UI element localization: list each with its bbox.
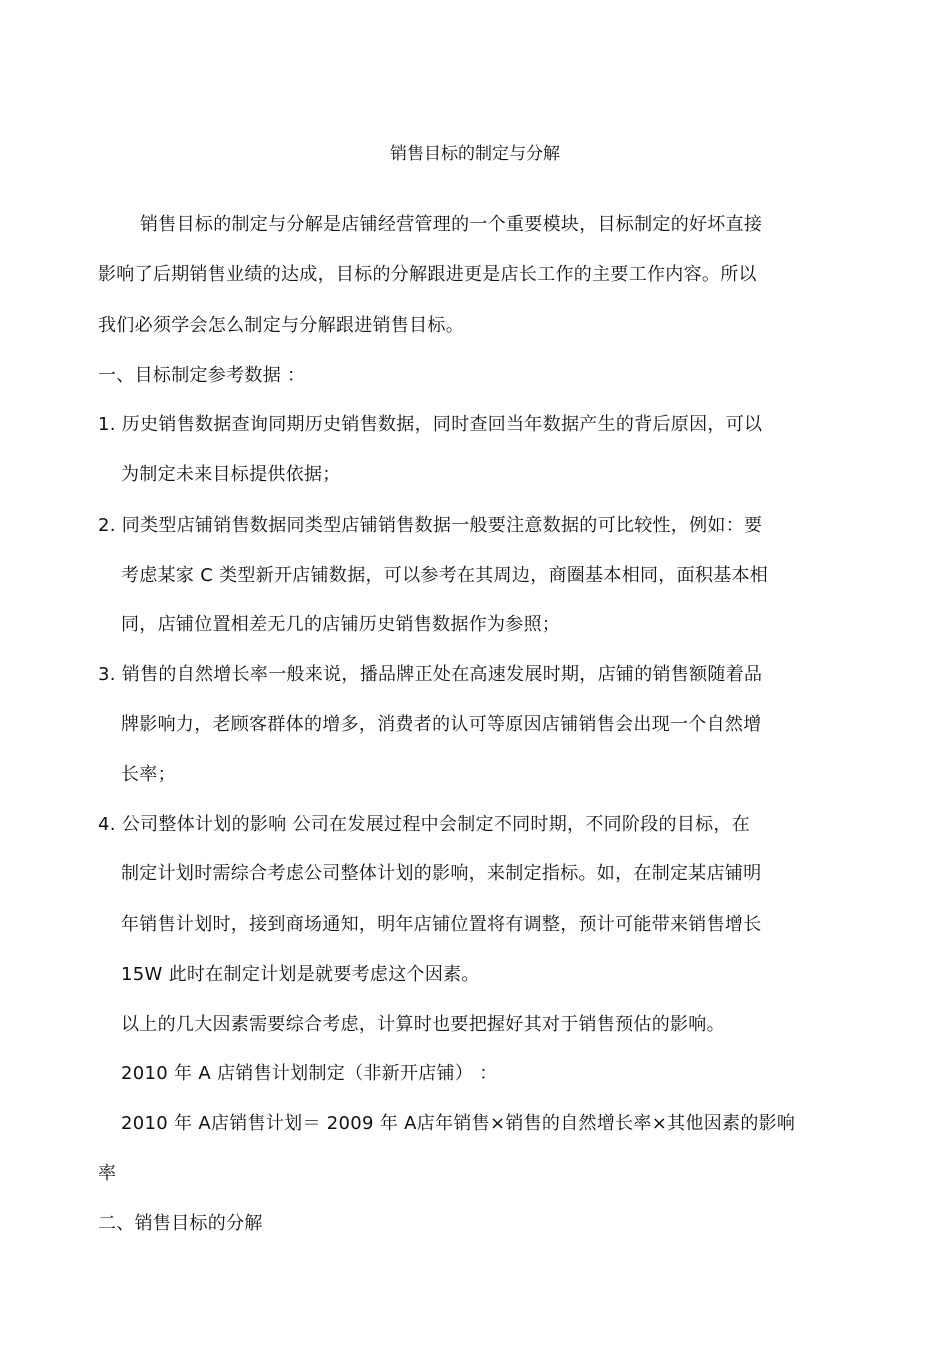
section1-heading: 一、目标制定参考数据 ： [98, 365, 306, 386]
item3-line-1: 3. 销售的自然增长率一般来说，播品牌正处在高速发展时期，店铺的销售额随着品 [98, 664, 763, 685]
item2-line-1: 2. 同类型店铺销售数据同类型店铺销售数据一般要注意数据的可比较性，例如：要 [98, 515, 763, 536]
formula-line-2: 率 [98, 1163, 117, 1184]
item4-line-4: 15W 此时在制定计划是就要考虑这个因素。 [121, 964, 480, 985]
item4-line-2: 制定计划时需综合考虑公司整体计划的影响，来制定指标。如，在制定某店铺明 [121, 863, 762, 884]
formula-line-1: 2010 年 A店销售计划＝ 2009 年 A店年销售×销售的自然增长率×其他因素的影响 [121, 1113, 796, 1134]
item1-line-1: 1. 历史销售数据查询同期历史销售数据，同时查回当年数据产生的背后原因，可以 [98, 414, 763, 435]
item3-line-3: 长率； [121, 764, 176, 785]
intro-line-2: 影响了后期销售业绩的达成，目标的分解跟进更是店长工作的主要工作内容。所以 [98, 264, 757, 285]
item2-line-3: 同，店铺位置相差无几的店铺历史销售数据作为参照； [121, 614, 561, 635]
intro-line-1: 销售目标的制定与分解是店铺经营管理的一个重要模块，目标制定的好坏直接 [140, 214, 763, 235]
example-heading: 2010 年 A 店销售计划制定（非新开店铺） ： [121, 1063, 498, 1084]
item2-line-2: 考虑某家 C 类型新开店铺数据，可以参考在其周边，商圈基本相同，面积基本相 [121, 565, 769, 586]
intro-line-3: 我们必须学会怎么制定与分解跟进销售目标。 [98, 315, 464, 336]
summary-line: 以上的几大因素需要综合考虑，计算时也要把握好其对于销售预估的影响。 [121, 1014, 725, 1035]
item4-line-1: 4. 公司整体计划的影响 公司在发展过程中会制定不同时期，不同阶段的目标，在 [98, 814, 751, 835]
section2-heading: 二、销售目标的分解 [98, 1213, 263, 1234]
item3-line-2: 牌影响力，老顾客群体的增多，消费者的认可等原因店铺销售会出现一个自然增 [121, 714, 762, 735]
item1-line-2: 为制定未来目标提供依据； [121, 464, 341, 485]
document-title: 销售目标的制定与分解 [390, 144, 560, 164]
item4-line-3: 年销售计划时，接到商场通知，明年店铺位置将有调整，预计可能带来销售增长 [121, 914, 762, 935]
